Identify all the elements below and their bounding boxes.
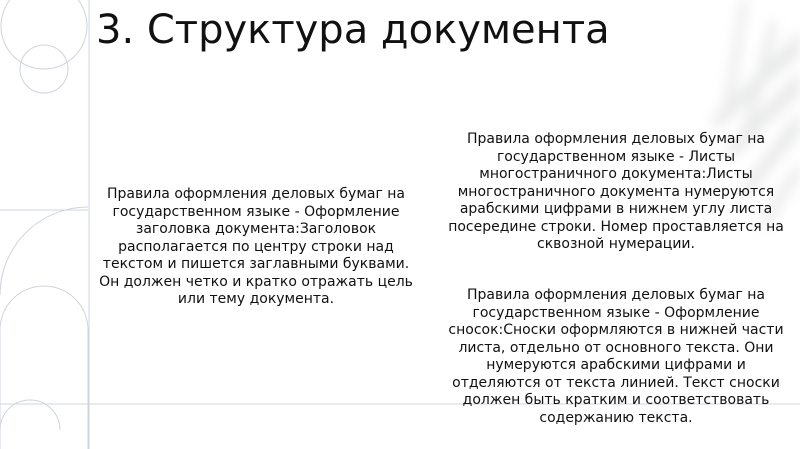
paragraph-footnotes: Правила оформления деловых бумаг на государственном языке - Оформление сносок:Сноски оформляются в нижней части листа, отдельно от основного текста. Они нумеруются арабскими цифрами и отделяются от текста линией. Текст сноски должен быть кратким и соответствовать содержанию текста. xyxy=(448,287,784,426)
paragraph-multipage-sheets: Правила оформления деловых бумаг на государственном языке - Листы многостраничного документа:Листы многостраничного документа нумеруются арабскими цифрами в нижнем углу листа посередине строки. Номер проставляется на сквозной нумерации. xyxy=(448,131,784,252)
paragraph-document-heading: Правила оформления деловых бумаг на государственном языке - Оформление заголовка документа:Заголовок располагается по центру строки над текстом и пишется заглавными буквами. Он должен четко и кратко отражать цель или тему документа. xyxy=(99,186,413,307)
slide-title: 3. Структура документа xyxy=(96,7,610,53)
